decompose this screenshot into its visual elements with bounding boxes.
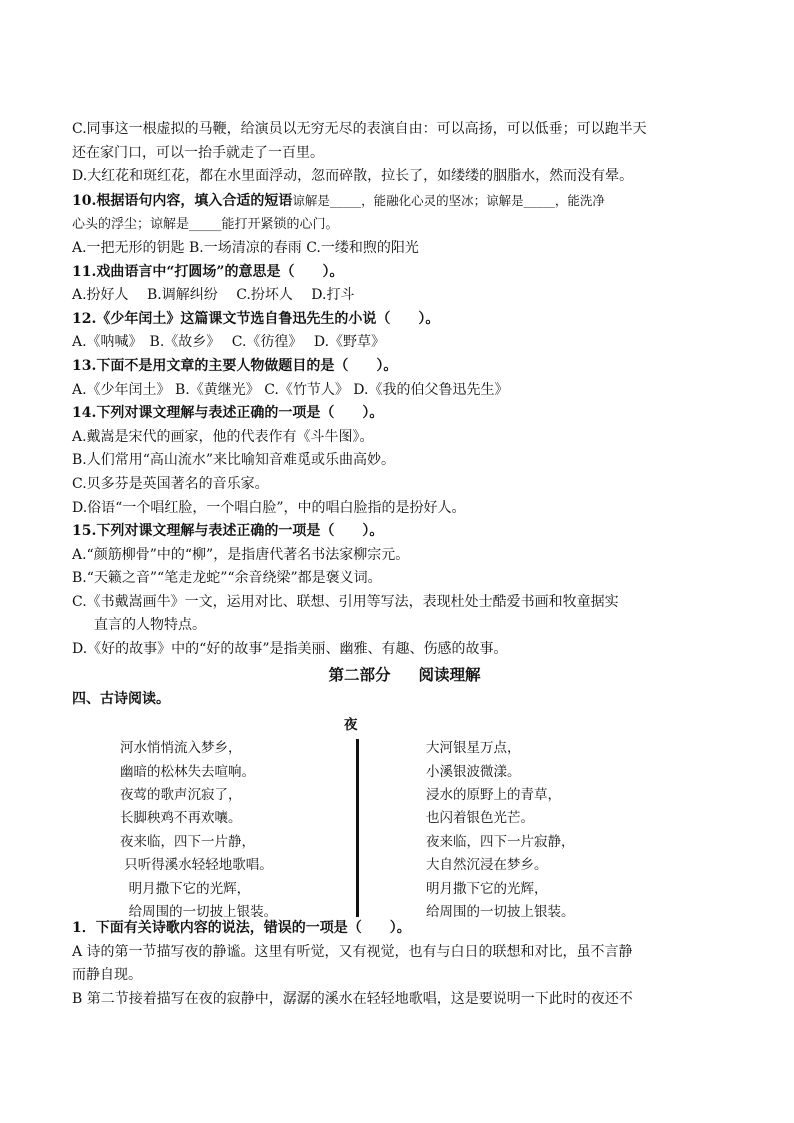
q12-stem: 12.《少年闰土》这篇课文节选自鲁迅先生的小说（ ）。 xyxy=(72,310,440,327)
q12-options: A.《呐喊》 B.《故乡》 C.《彷徨》 D.《野草》 xyxy=(72,334,386,351)
poem-line: 夜来临，四下一片静， xyxy=(120,833,255,850)
section-four-heading: 四、古诗阅读。 xyxy=(72,690,170,707)
poem-line: 河水悄悄流入梦乡， xyxy=(120,740,242,757)
poem-line: 大自然沉浸在梦乡。 xyxy=(426,857,548,874)
q13-stem: 13.下面不是用文章的主要人物做题目的是（ ）。 xyxy=(72,357,398,374)
q13-options: A.《少年闰土》 B.《黄继光》 C.《竹节人》 D.《我的伯父鲁迅先生》 xyxy=(72,381,509,398)
worksheet-page xyxy=(72,118,727,1012)
poem-line: 大河银星万点， xyxy=(426,740,521,757)
q9-option-d: D.大红花和斑红花，都在水里面浮动，忽而碎散，拉长了，如缕缕的胭脂水，然而没有晕。 xyxy=(72,168,634,185)
q11-options: A.扮好人 B.调解纠纷 C.扮坏人 D.打斗 xyxy=(72,287,355,304)
q11-stem: 11.戏曲语言中“打圆场”的意思是（ ）。 xyxy=(72,263,344,280)
q14-option-d: D.俗语“一个唱红脸，一个唱白脸”，中的唱白脸指的是扮好人。 xyxy=(72,499,466,516)
poem-line: 也闪着银色光芒。 xyxy=(426,810,534,827)
q10-stem-rest: 谅解是_____，能融化心灵的坚冰；谅解是_____，能洗净 xyxy=(292,192,605,208)
q14-option-b: B.人们常用“高山流水”来比喻知音难觅或乐曲高妙。 xyxy=(72,452,396,469)
poem-line: 明月撒下它的光辉， xyxy=(120,880,251,897)
q14-option-a: A.戴嵩是宋代的画家，他的代表作有《斗牛图》。 xyxy=(72,428,374,445)
part-two-label: 第二部分 xyxy=(328,664,391,684)
q15-option-d: D.《好的故事》中的“好的故事”是指美丽、幽雅、有趣、伤感的故事。 xyxy=(72,641,508,658)
poem-line: 只听得溪水轻轻地歌唱。 xyxy=(120,857,273,874)
q9-option-c-line1: C.同事这一根虚拟的马鞭，给演员以无穷无尽的表演自由：可以高扬，可以低垂；可以跑半天 xyxy=(72,121,647,137)
poem-question-1-option-b-line1: B 第二节接着描写在夜的寂静中，潺潺的溪水在轻轻地歌唱，这是要说明一下此时的夜还不 xyxy=(72,991,633,1008)
poem-line: 给周围的一切披上银装。 xyxy=(120,904,278,921)
poem-line: 幽暗的松林失去喧响。 xyxy=(120,763,255,780)
poem-question-1-option-a-line1: A 诗的第一节描写夜的静谧。这里有听觉，又有视觉，也有与白日的联想和对比，虽不言静 xyxy=(72,943,633,960)
poem-question-1-option-a-line2: 而静自现。 xyxy=(72,967,142,984)
q10-stem xyxy=(72,189,727,214)
q15-option-b: B.“天籁之音”“笔走龙蛇”“余音绕梁”都是褒义词。 xyxy=(72,570,382,587)
poem-right-column xyxy=(426,737,575,924)
q14-option-c: C.贝多芬是英国著名的音乐家。 xyxy=(72,475,269,492)
poem-block xyxy=(72,713,727,921)
poem-line: 给周围的一切披上银装。 xyxy=(426,904,575,921)
poem-line: 夜莺的歌声沉寂了， xyxy=(120,787,242,804)
q14-stem: 14.下列对课文理解与表述正确的一项是（ ）。 xyxy=(72,405,384,422)
q15-option-a: A.“颜筋柳骨”中的“柳”，是指唐代著名书法家柳宗元。 xyxy=(72,546,410,563)
poem-line: 小溪银波微漾。 xyxy=(426,763,521,780)
poem-left-column xyxy=(120,737,277,924)
q15-stem: 15.下列对课文理解与表述正确的一项是（ ）。 xyxy=(72,523,384,540)
part-two-heading xyxy=(72,662,727,688)
q15-option-c-line2: 直言的人物特点。 xyxy=(94,617,206,634)
q15-option-c-line1: C.《书戴嵩画牛》一文，运用对比、联想、引用等写法，表现杜处士酷爱书画和牧童据实 xyxy=(72,593,619,610)
q10-options: A.一把无形的钥匙 B.一场清凉的春雨 C.一缕和煦的阳光 xyxy=(72,239,419,256)
part-two-title: 阅读理解 xyxy=(418,664,481,684)
q10-stem-bold: 10.根据语句内容，填入合适的短语 xyxy=(72,192,293,209)
poem-line: 长脚秧鸡不再欢嚷。 xyxy=(120,810,242,827)
poem-divider xyxy=(356,739,359,917)
poem-question-1-stem: 1．下面有关诗歌内容的说法，错误的一项是（ ）。 xyxy=(72,920,411,937)
q10-stem-line2: 心头的浮尘；谅解是_____能打开紧锁的心门。 xyxy=(72,217,339,233)
poem-line: 浸水的原野上的青草， xyxy=(426,787,561,804)
poem-line: 明月撒下它的光辉， xyxy=(426,880,548,897)
poem-line: 夜来临，四下一片寂静， xyxy=(426,833,575,850)
poem-title: 夜 xyxy=(344,717,358,734)
q9-option-c-line2: 还在家门口，可以一抬手就走了一百里。 xyxy=(72,144,324,161)
